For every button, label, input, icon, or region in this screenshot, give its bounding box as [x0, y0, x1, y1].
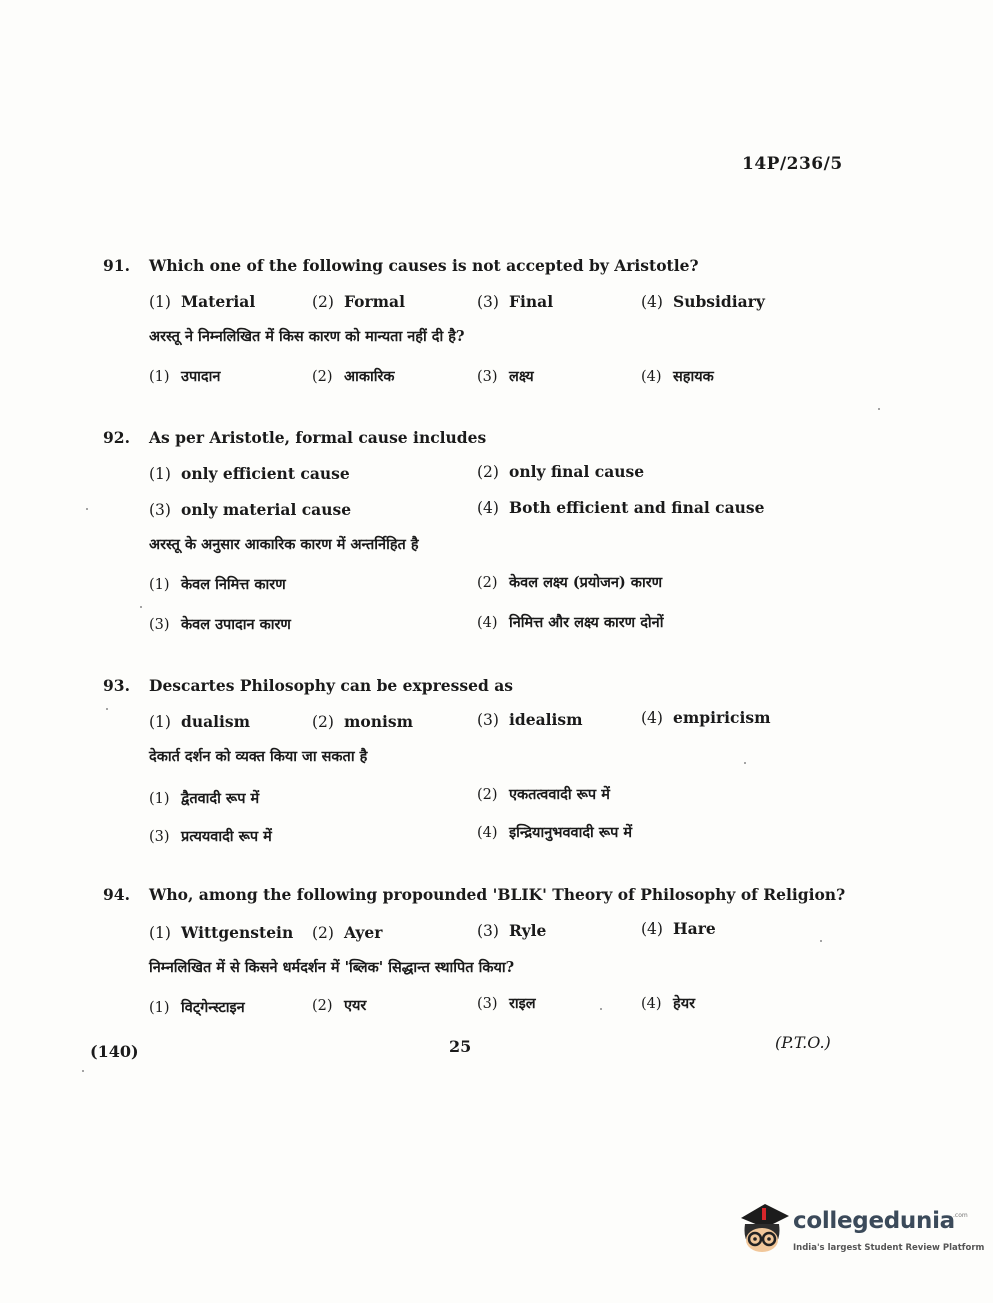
collegedunia-logo	[735, 1198, 985, 1262]
option-3: (3) Final	[477, 292, 554, 311]
option-3-hindi: (3) केवल उपादान कारण	[149, 616, 291, 633]
option-2-hindi: (2) एयर	[312, 997, 367, 1014]
scan-speck	[878, 408, 880, 410]
question-number: 94.	[103, 885, 130, 904]
footer-pto: (P.T.O.)	[775, 1033, 831, 1052]
question-text-hindi: देकार्त दर्शन को व्यक्त किया जा सकता है	[149, 748, 368, 765]
page-number: 25	[449, 1037, 472, 1056]
scan-speck	[140, 606, 142, 608]
option-3-hindi: (3) प्रत्ययवादी रूप में	[149, 828, 272, 845]
option-3: (3) idealism	[477, 710, 583, 729]
question-number: 93.	[103, 676, 130, 695]
option-1: (1) Material	[149, 292, 256, 311]
option-4-hindi: (4) निमित्त और लक्ष्य कारण दोनों	[477, 614, 664, 631]
scan-speck	[600, 1008, 602, 1010]
footer-booklet-code: (140)	[90, 1042, 139, 1061]
option-2: (2) Formal	[312, 292, 405, 311]
question-text-hindi: अरस्तू ने निम्नलिखित में किस कारण को मान्यता नहीं दी है?	[149, 328, 465, 345]
option-1: (1) Wittgenstein	[149, 923, 294, 942]
paper-code: 14P/236/5	[742, 154, 843, 174]
scan-speck	[820, 940, 822, 942]
mascot-icon	[735, 1198, 791, 1258]
option-1-hindi: (1) केवल निमित्त कारण	[149, 576, 286, 593]
option-1-hindi: (1) उपादान	[149, 368, 221, 385]
logo-domain-suffix: .com	[953, 1212, 968, 1219]
scan-speck	[106, 708, 108, 710]
logo-wordmark: collegedunia	[793, 1208, 955, 1234]
option-1-hindi: (1) विट्गेन्स्टाइन	[149, 999, 245, 1016]
option-4: (4) Subsidiary	[641, 292, 765, 311]
option-2-hindi: (2) केवल लक्ष्य (प्रयोजन) कारण	[477, 574, 663, 591]
option-4: (4) Both efficient and final cause	[477, 498, 765, 517]
question-number: 92.	[103, 428, 130, 447]
option-4-hindi: (4) इन्द्रियानुभववादी रूप में	[477, 824, 633, 841]
option-4-hindi: (4) हेयर	[641, 995, 696, 1012]
option-4: (4) Hare	[641, 919, 716, 938]
question-text-hindi: निम्नलिखित में से किसने धर्मदर्शन में 'ब्लिक' सिद्धान्त स्थापित किया?	[149, 959, 515, 976]
option-2: (2) only final cause	[477, 462, 645, 481]
question-text: Who, among the following propounded 'BLIK' Theory of Philosophy of Religion?	[149, 885, 846, 904]
option-3: (3) Ryle	[477, 921, 547, 940]
option-2: (2) Ayer	[312, 923, 383, 942]
option-2-hindi: (2) आकारिक	[312, 368, 395, 385]
option-3-hindi: (3) लक्ष्य	[477, 368, 534, 385]
question-text: Which one of the following causes is not accepted by Aristotle?	[149, 256, 699, 275]
question-text: Descartes Philosophy can be expressed as	[149, 676, 513, 695]
question-text-hindi: अरस्तू के अनुसार आकारिक कारण में अन्तर्निहित है	[149, 536, 419, 553]
option-2-hindi: (2) एकतत्ववादी रूप में	[477, 786, 610, 803]
question-number: 91.	[103, 256, 130, 275]
scan-speck	[86, 508, 88, 510]
option-3-hindi: (3) राइल	[477, 995, 536, 1012]
scan-speck	[82, 1070, 84, 1072]
option-3: (3) only material cause	[149, 500, 352, 519]
option-1: (1) dualism	[149, 712, 251, 731]
option-4-hindi: (4) सहायक	[641, 368, 714, 385]
option-1: (1) only efficient cause	[149, 464, 350, 483]
option-2: (2) monism	[312, 712, 414, 731]
logo-tagline: India's largest Student Review Platform	[793, 1243, 985, 1253]
option-4: (4) empiricism	[641, 708, 771, 727]
option-1-hindi: (1) द्वैतवादी रूप में	[149, 790, 260, 807]
question-text: As per Aristotle, formal cause includes	[149, 428, 487, 447]
scan-speck	[744, 762, 746, 764]
